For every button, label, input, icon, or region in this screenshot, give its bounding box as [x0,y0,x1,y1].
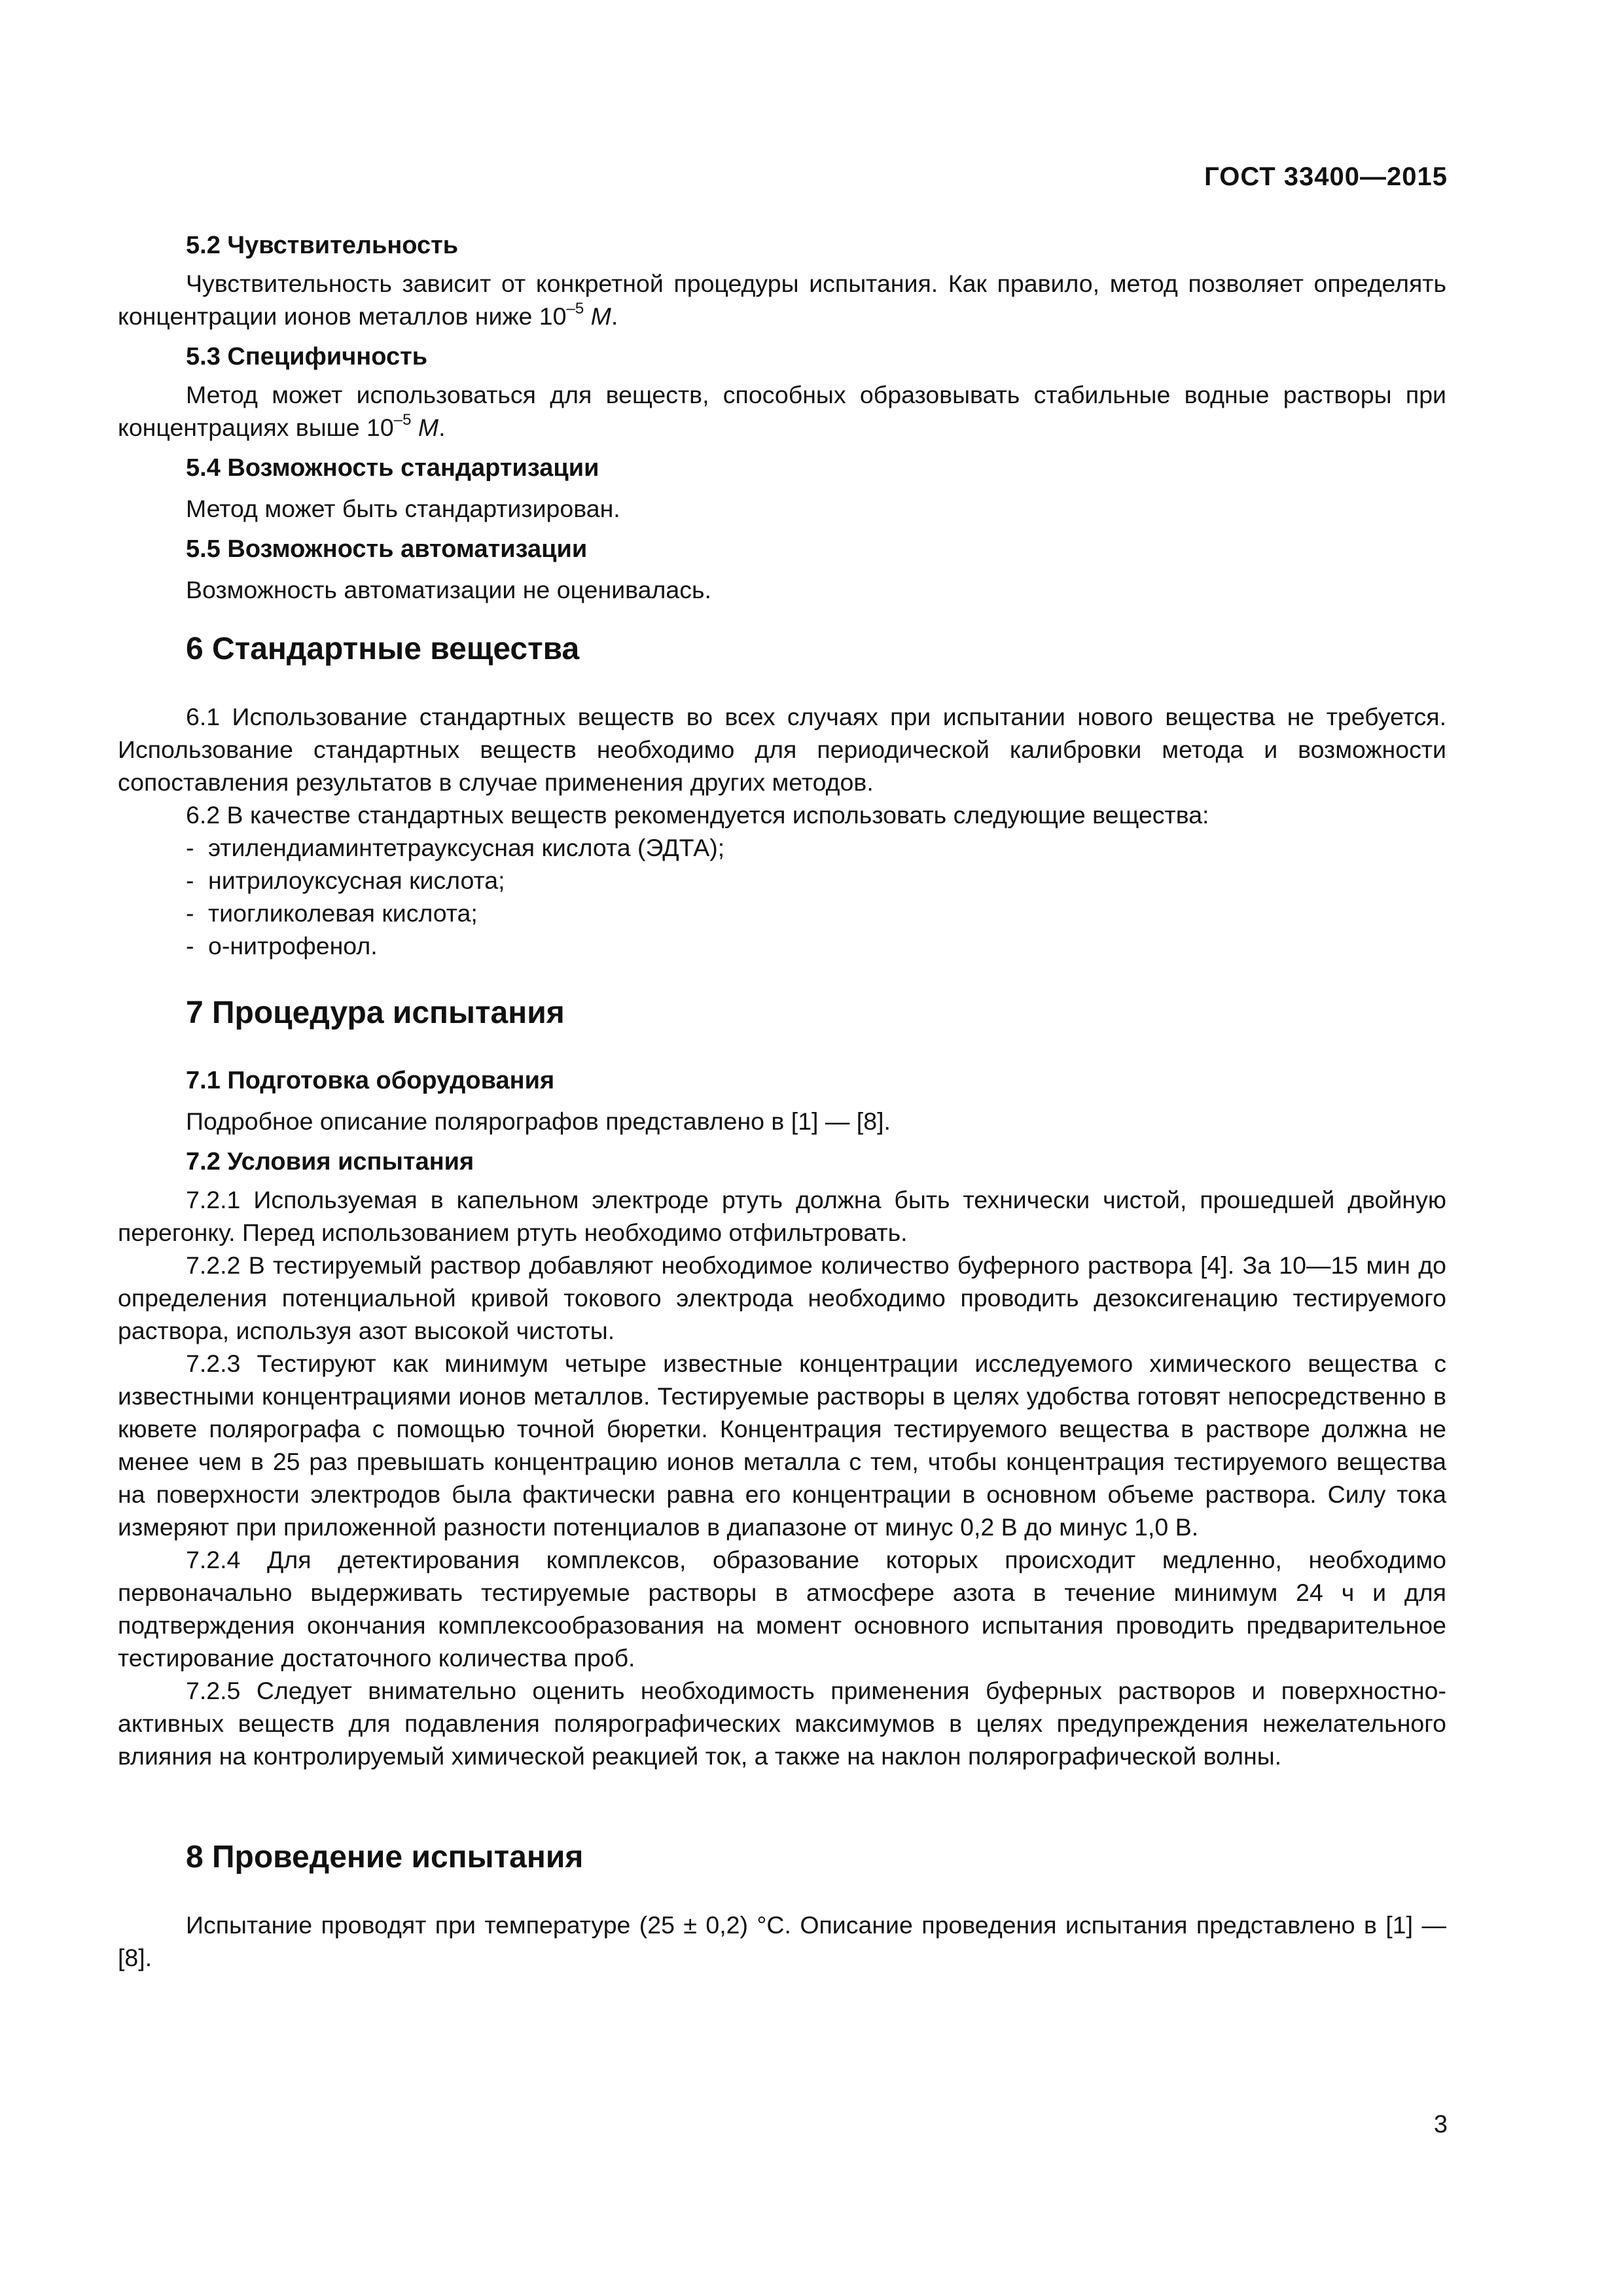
section-5-2-text: Чувствительность зависит от конкретной процедуры испытания. Как правило, метод позволяет определять концентрации ионов металлов ниже $10^{-5}$ M. [118,270,1446,330]
section-7-2-3-text: 7.2.3 Тестируют как минимум четыре известные концентрации исследуемого химического вещества с известными концентрациями ионов металлов. Тестируемые растворы в целях удобства готовят непосредственно в кювете полярографа с помощью точной бюретки. Концентрация тестируемого вещества в растворе должна не менее чем в 25 раз превышать концентрацию ионов металла с тем, чтобы концентрация тестируемого вещества на поверхности электродов была фактически равна его концентрации в основном объеме раствора. Силу тока измеряют при приложенной разности потенциалов в диапазоне от минус 0,2 В до минус 1,0 В. [118,1350,1446,1541]
section-7-1-text: Подробное описание полярографов представлено в [1] — [8]. [186,1107,891,1135]
reference-substances-list [118,831,1446,962]
section-7-2-2-text: 7.2.2 В тестируемый раствор добавляют необходимое количество буферного раствора [4]. За 10—15 мин до определения потенциальной кривой токового электрода необходимо проводить дезоксигенацию тестируемого раствора, используя азот высокой чистоты. [118,1251,1446,1344]
section-7-1-heading: 7.1 Подготовка оборудования [186,1067,555,1094]
page-number: 3 [1433,2111,1448,2138]
section-5-4-text: Метод может быть стандартизирован. [186,495,620,522]
section-6-1-text: 6.1 Использование стандартных веществ во всех случаях при испытании нового вещества не требуется. Использование стандартных веществ необходимо для периодической калибровки метода и возможности сопоставления результатов в случае применения других методов. [118,703,1446,796]
section-5-5-text: Возможность автоматизации не оценивалась. [186,576,711,603]
section-7-heading: 7 Процедура испытания [186,996,565,1030]
section-5-3-heading: 5.3 Специфичность [186,343,428,370]
section-6-heading: 6 Стандартные вещества [186,632,580,666]
list-item: - тиогликолевая кислота; [186,899,478,927]
list-item: - этилендиаминтетрауксусная кислота (ЭДТА); [186,834,725,861]
section-5-4-heading: 5.4 Возможность стандартизации [186,454,599,482]
section-8-text: Испытание проводят при температуре (25 ± 0,2) °С. Описание проведения испытания представлено в [1] — [8]. [118,1911,1446,1971]
section-5-2-heading: 5.2 Чувствительность [186,232,459,259]
section-6-2-text: 6.2 В качестве стандартных веществ рекомендуется использовать следующие вещества: [186,801,1209,829]
section-7-2-4-text: 7.2.4 Для детектирования комплексов, образование которых происходит медленно, необходимо первоначально выдерживать тестируемые растворы в атмосфере азота в течение минимум 24 ч и для подтверждения окончания комплексообразования на момент основного испытания проводить предварительное тестирование достаточного количества проб. [118,1546,1446,1672]
section-7-2-1-text: 7.2.1 Используемая в капельном электроде ртуть должна быть технически чистой, прошедшей двойную перегонку. Перед использованием ртуть необходимо отфильтровать. [118,1186,1446,1246]
page-content [118,229,1446,1974]
section-7-2-heading: 7.2 Условия испытания [186,1148,474,1175]
list-item: - нитрилоуксусная кислота; [186,867,505,894]
section-5-3-text: Метод может использоваться для веществ, способных образовывать стабильные водные растворы при концентрациях выше $10^{-5}$ M. [118,381,1446,441]
section-5-5-heading: 5.5 Возможность автоматизации [186,535,588,563]
document-id-header: ГОСТ 33400—2015 [1204,162,1448,191]
section-7-2-5-text: 7.2.5 Следует внимательно оценить необходимость применения буферных растворов и поверхностно-активных веществ для подавления полярографических максимумов в целях предупреждения нежелательного влияния на контролируемый химической реакцией ток, а также на наклон полярографической волны. [118,1677,1446,1770]
section-8-heading: 8 Проведение испытания [186,1840,584,1874]
list-item: - о-нитрофенол. [186,932,378,960]
